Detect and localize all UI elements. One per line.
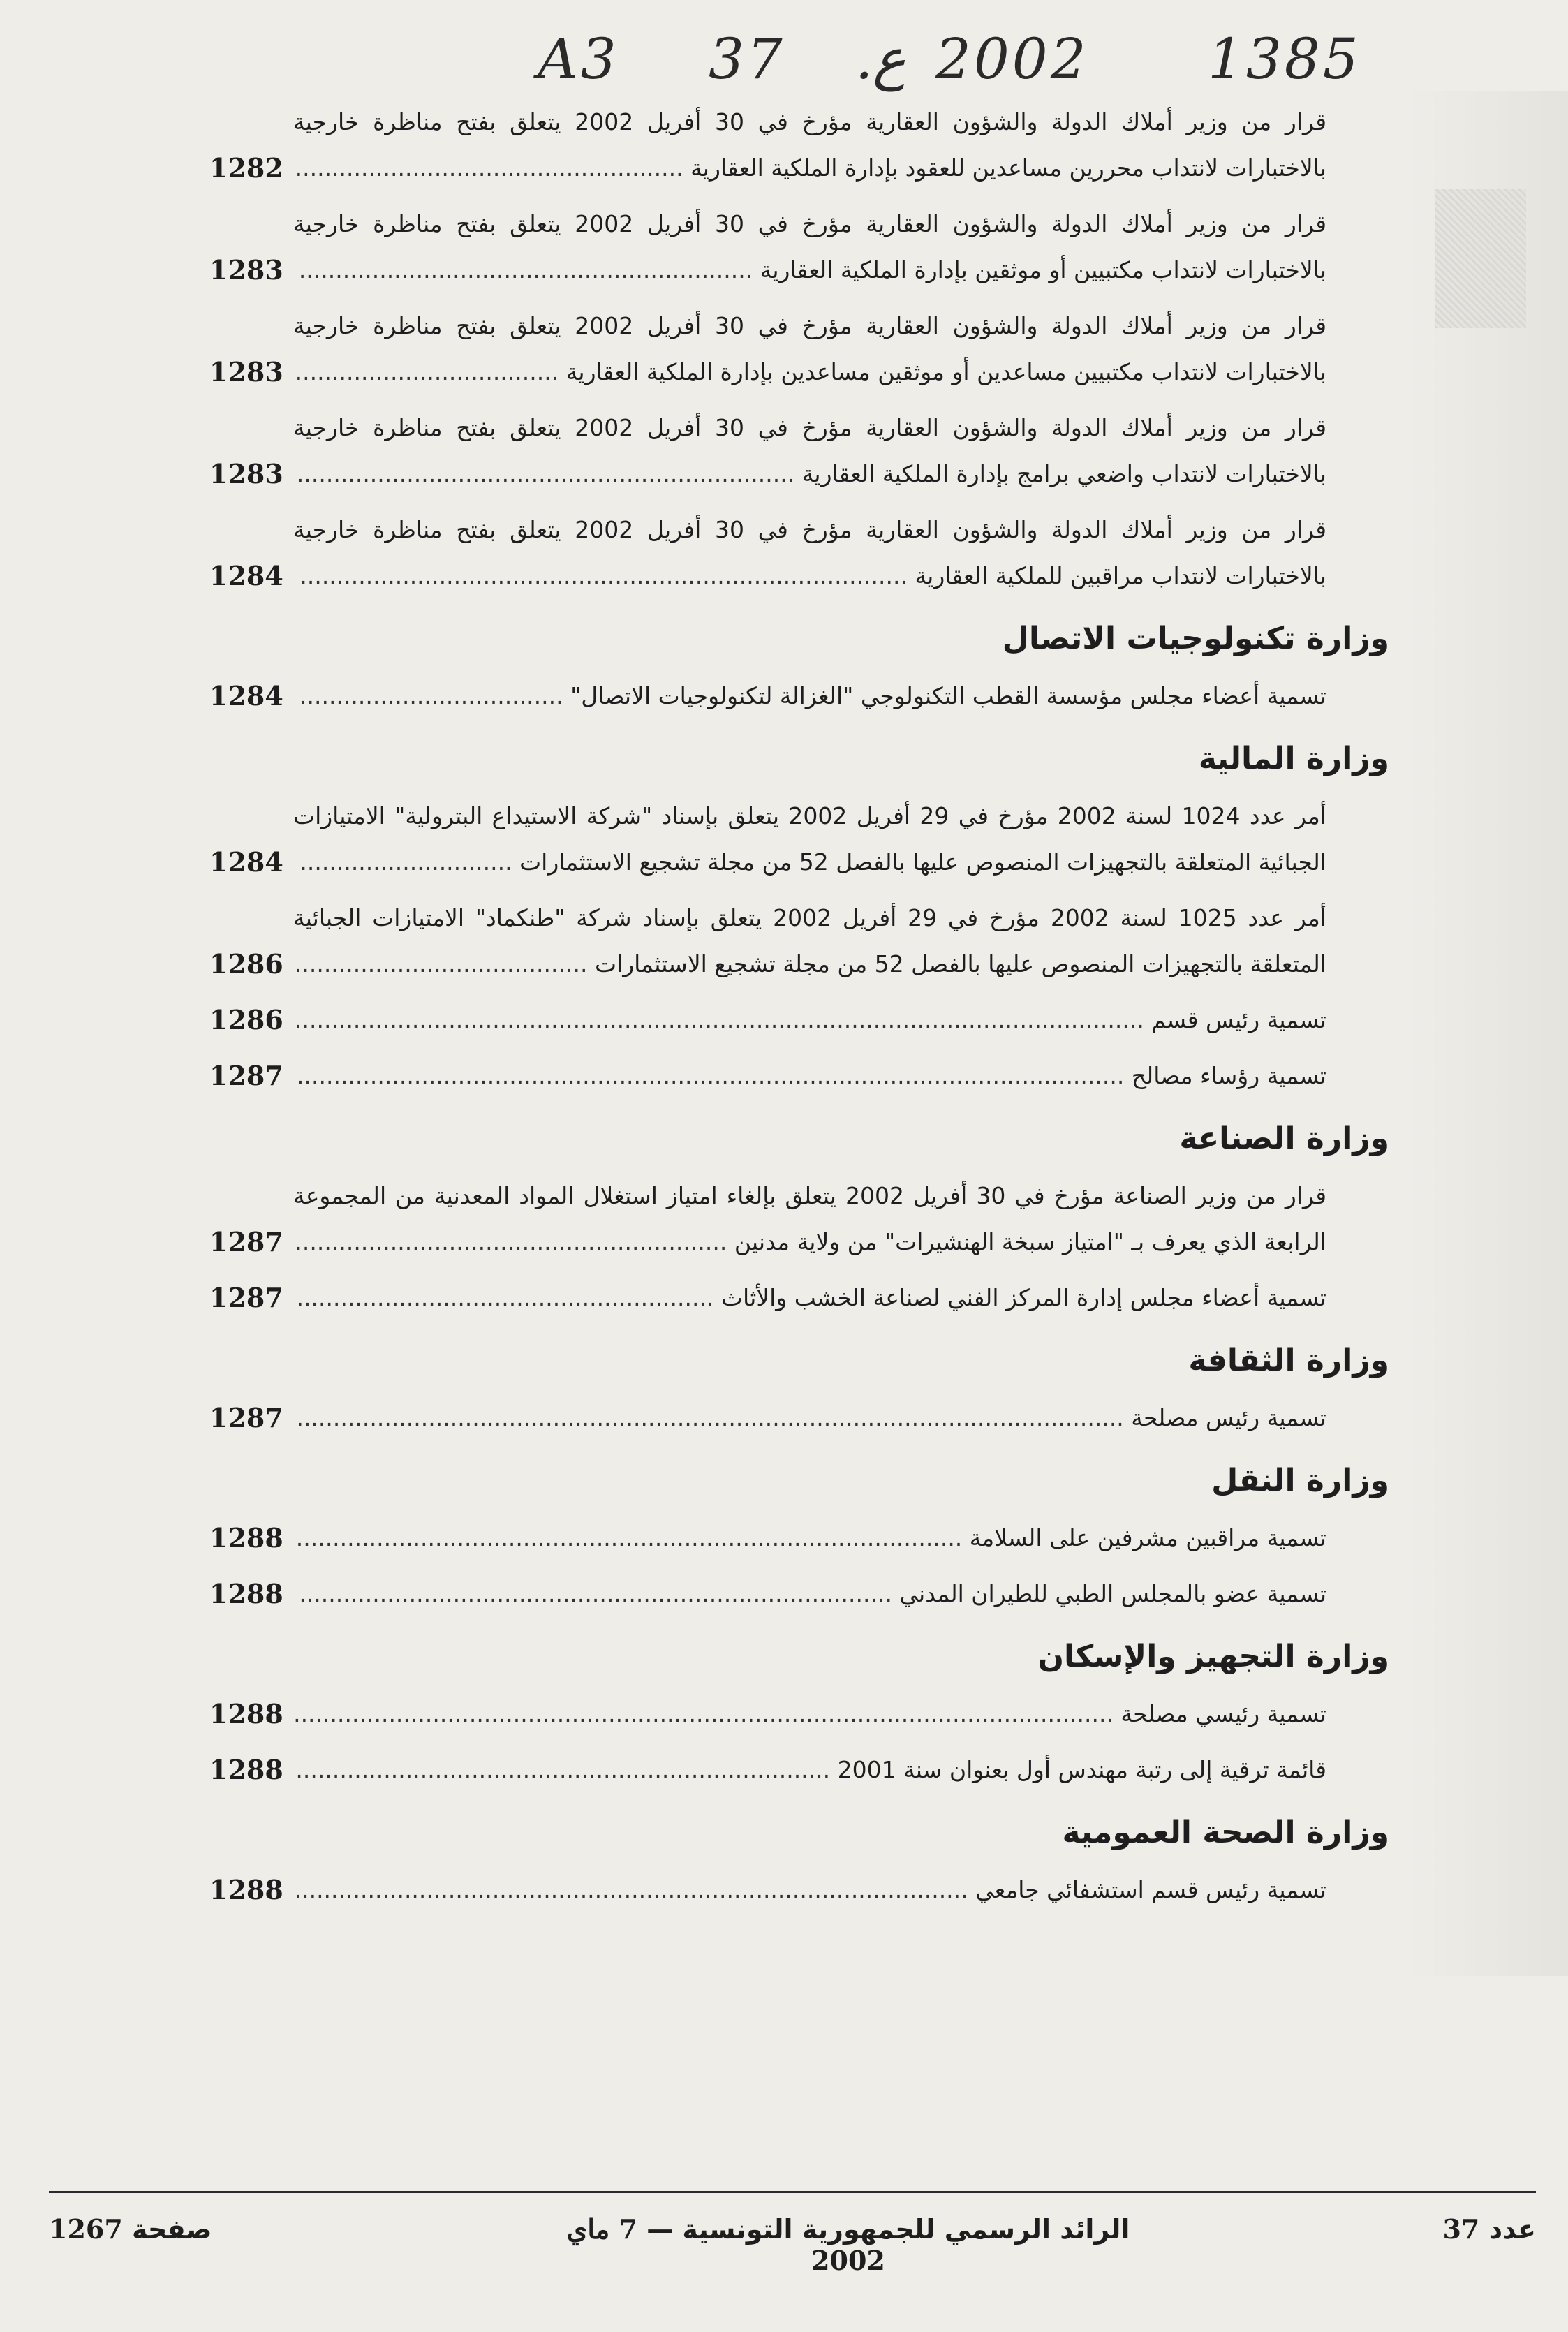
toc-page-number: 1287 (209, 1226, 283, 1257)
toc-entry-title: قائمة ترقية إلى رتبة مهندس أول بعنوان سنة 2001 (837, 1756, 1326, 1783)
footer-page (49, 2213, 212, 2245)
toc-entry-text (293, 1275, 1389, 1321)
toc-page-number: 1287 (209, 1402, 283, 1433)
table-of-contents (209, 99, 1389, 1923)
toc-entry-text (293, 303, 1389, 395)
toc-entry-text (293, 895, 1389, 987)
toc-entry-text (293, 1515, 1389, 1561)
toc-entry-title: أمر عدد 1025 لسنة 2002 مؤرخ في 29 أفريل 2002 يتعلق بإسناد شركة "طنكماد" الامتيازات الجبائية المتعلقة بالتجهيزات المنصوص عليها بالفصل 52 من مجلة تشجيع الاستثمارات (293, 904, 1326, 977)
dot-leader: .................................... (295, 358, 566, 385)
toc-entry-title: تسمية رئيس مصلحة (1131, 1404, 1326, 1431)
dot-leader: ........................................ (294, 950, 595, 977)
dot-leader: .................................................................... (296, 460, 802, 487)
dot-leader: ......................................................... (296, 1284, 721, 1311)
toc-page-number: 1288 (209, 1578, 283, 1609)
section-title: وزارة الصحة العمومية (1062, 1815, 1389, 1850)
toc-entry-text (293, 1691, 1389, 1737)
toc-entry-title: أمر عدد 1024 لسنة 2002 مؤرخ في 29 أفريل 2002 يتعلق بإسناد "شركة الاستيداع البترولية" الامتيازات الجبائية المتعلقة بالتجهيزات المنصوص عليها بالفصل 52 من مجلة تشجيع الاستثمارات (293, 802, 1327, 876)
section-title: وزارة المالية (1198, 741, 1389, 776)
toc-entry-text (293, 99, 1389, 191)
footer-issue-number: 37 (1442, 2213, 1480, 2245)
toc-page-number: 1286 (209, 1004, 283, 1035)
dot-leader: ..................................................... (295, 154, 691, 182)
toc-entry-title: تسمية أعضاء مجلس إدارة المركز الفني لصناعة الخشب والأثاث (720, 1284, 1326, 1311)
toc-entry (209, 1395, 1389, 1441)
toc-entry (209, 303, 1389, 395)
dot-leader: ................................................................................................................. (296, 1404, 1132, 1431)
bleed-through-box (1435, 189, 1526, 328)
bleed-through-margin (1407, 91, 1568, 1976)
dot-leader: .................................................................................................................... (295, 1006, 1152, 1033)
dot-leader: ................................................................................... (299, 562, 915, 589)
section-title: وزارة تكنولوجيات الاتصال (1002, 621, 1389, 656)
toc-entry-text (293, 1867, 1389, 1913)
toc-entry-text (293, 673, 1389, 719)
toc-entry (209, 1053, 1389, 1099)
annotation-letter: ع (873, 27, 906, 91)
toc-entry (209, 1173, 1389, 1265)
toc-entry-text (293, 507, 1389, 599)
toc-page-number: 1284 (209, 680, 283, 711)
toc-entry-title: تسمية مراقبين مشرفين على السلامة (969, 1524, 1326, 1551)
toc-entry (209, 1691, 1389, 1737)
toc-entry-title: قرار من وزير أملاك الدولة والشؤون العقارية مؤرخ في 30 أفريل 2002 يتعلق بفتح مناظرة خارجية بالاختبارات لانتداب مكتبيين مساعدين أو موثقين مساعدين بإدارة الملكية العقارية (293, 312, 1326, 385)
toc-entry-title: قرار من وزير أملاك الدولة والشؤون العقارية مؤرخ في 30 أفريل 2002 يتعلق بفتح مناظرة خارجية بالاختبارات لانتداب واضعي برامج بإدارة الملكية العقارية (293, 414, 1326, 487)
toc-entry (209, 673, 1389, 719)
toc-page-number: 1284 (209, 846, 283, 878)
toc-entry (209, 405, 1389, 497)
footer-date: 7 ماي 2002 (566, 2213, 885, 2276)
toc-entry-title: تسمية أعضاء مجلس مؤسسة القطب التكنولوجي "الغزالة لتكنولوجيات الاتصال" (570, 682, 1326, 709)
toc-page-number: 1288 (209, 1522, 283, 1554)
section-title: وزارة التجهيز والإسكان (1037, 1639, 1389, 1674)
section-title: وزارة الثقافة (1188, 1343, 1389, 1378)
toc-entry (209, 1571, 1389, 1617)
toc-page-number: 1283 (209, 356, 283, 388)
toc-page-number: 1288 (209, 1874, 283, 1905)
toc-page-number: 1288 (209, 1754, 283, 1785)
annotation-issue: 37 (709, 27, 785, 91)
footer-rule (49, 2191, 1536, 2193)
dot-leader: ............................................................................................ (294, 1876, 976, 1903)
footer-page-number: 1267 (49, 2213, 123, 2245)
toc-entry-text (293, 793, 1389, 885)
toc-entry (209, 1275, 1389, 1321)
toc-page-number: 1286 (209, 948, 283, 980)
toc-entry (209, 793, 1389, 885)
toc-entry-title: تسمية رئيسي مصلحة (1120, 1700, 1326, 1727)
dot-leader: ........................................................................................... (295, 1524, 970, 1551)
handwritten-annotation (0, 21, 1568, 98)
toc-page-number: 1287 (209, 1282, 283, 1313)
annotation-code: A3 (538, 27, 619, 91)
footer-gazette-name: الرائد الرسمي للجمهورية التونسية — (646, 2214, 1130, 2245)
annotation-dot: . (855, 27, 876, 91)
toc-page-number: 1283 (209, 254, 283, 286)
toc-entry (209, 1515, 1389, 1561)
toc-entry (209, 99, 1389, 191)
toc-entry (209, 1867, 1389, 1913)
toc-entry-title: قرار من وزير الصناعة مؤرخ في 30 أفريل 2002 يتعلق بإلغاء امتياز استغلال المواد المعدنية من المجموعة الرابعة الذي يعرف بـ "امتياز سبخة الهنشيرات" من ولاية مدنين (293, 1182, 1327, 1255)
toc-entry-title: تسمية رئيس قسم (1151, 1006, 1326, 1033)
annotation-year: 2002 (935, 27, 1089, 91)
toc-entry-text (293, 1571, 1389, 1617)
section-title: وزارة النقل (1211, 1463, 1389, 1498)
dot-leader: .................................... (299, 682, 571, 709)
toc-entry-title: تسمية عضو بالمجلس الطبي للطيران المدني (899, 1580, 1326, 1607)
toc-page-number: 1288 (209, 1698, 283, 1729)
dot-leader: ................................................................................. (299, 1580, 900, 1607)
toc-page-number: 1284 (209, 560, 283, 591)
dot-leader: ................................................................................................................. (297, 1062, 1132, 1089)
toc-entry (209, 997, 1389, 1043)
toc-entry-text (293, 1173, 1389, 1265)
toc-entry-text (293, 405, 1389, 497)
toc-entry-title: قرار من وزير أملاك الدولة والشؤون العقارية مؤرخ في 30 أفريل 2002 يتعلق بفتح مناظرة خارجية بالاختبارات لانتداب مكتبيين أو موثقين بإدارة الملكية العقارية (293, 210, 1326, 283)
toc-entry-text (293, 1053, 1389, 1099)
dot-leader: ......................................................................... (295, 1756, 838, 1783)
footer-gazette (548, 2213, 1148, 2276)
dot-leader: ................................................................................................................ (293, 1700, 1121, 1727)
toc-entry-title: قرار من وزير أملاك الدولة والشؤون العقارية مؤرخ في 30 أفريل 2002 يتعلق بفتح مناظرة خارجية بالاختبارات لانتداب محررين مساعدين للعقود بإدارة الملكية العقارية (293, 108, 1326, 182)
toc-entry-text (293, 201, 1389, 293)
toc-page-number: 1283 (209, 458, 283, 489)
toc-entry-text (293, 1747, 1389, 1793)
toc-entry (209, 201, 1389, 293)
toc-entry (209, 507, 1389, 599)
footer-issue-label: عدد (1488, 2214, 1536, 2245)
toc-page-number: 1287 (209, 1060, 283, 1091)
page-footer (49, 2213, 1536, 2276)
dot-leader: .............................................................. (298, 256, 760, 283)
toc-entry (209, 1747, 1389, 1793)
toc-entry-text (293, 1395, 1389, 1441)
dot-leader: ............................. (299, 848, 520, 876)
footer-issue (1442, 2213, 1536, 2245)
toc-entry-title: تسمية رئيس قسم استشفائي جامعي (975, 1876, 1326, 1903)
dot-leader: ........................................................... (295, 1228, 734, 1255)
toc-entry-text (293, 997, 1389, 1043)
section-title: وزارة الصناعة (1179, 1121, 1389, 1156)
toc-entry-title: تسمية رؤساء مصالح (1131, 1062, 1326, 1089)
toc-entry (209, 895, 1389, 987)
footer-page-label: صفحة (132, 2214, 212, 2245)
toc-entry-title: قرار من وزير أملاك الدولة والشؤون العقارية مؤرخ في 30 أفريل 2002 يتعلق بفتح مناظرة خارجية بالاختبارات لانتداب مراقبين للملكية العقارية (293, 516, 1326, 589)
annotation-ref: 1385 (1208, 27, 1361, 91)
toc-page-number: 1282 (209, 152, 283, 184)
